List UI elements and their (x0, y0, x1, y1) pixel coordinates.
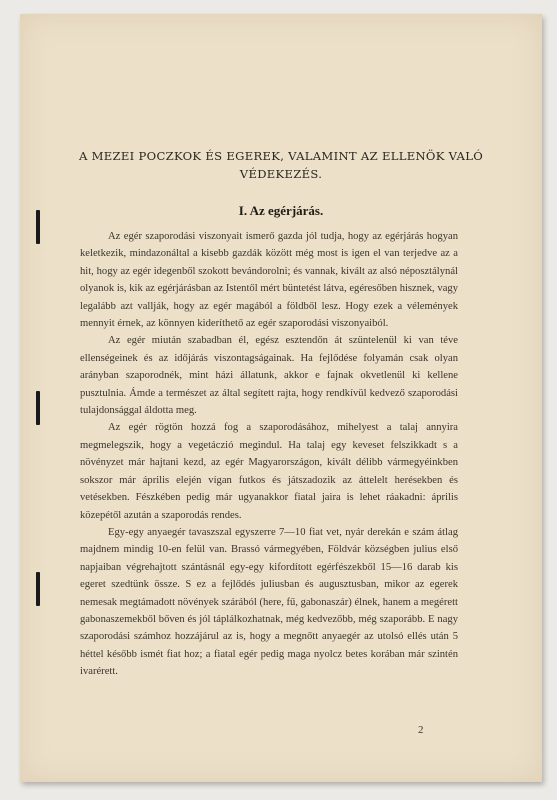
binding-hole-top (36, 210, 40, 244)
section-heading: I. Az egérjárás. (238, 203, 324, 218)
page-number: 2 (418, 724, 424, 736)
page-title: A MEZEI POCZKOK ÉS EGEREK, VALAMINT AZ ELLENÖK VALÓ VÉDEKEZÉS. (78, 149, 484, 181)
binding-hole-bottom (36, 572, 40, 606)
paragraph: Az egér rögtön hozzá fog a szaporodásához, mihelyest a talaj annyira megmelegszik, hogy a vegetáczió megindul. Ha talaj egy keveset felszikkadt s a növényzet már hajtani kezd, az egér Magyarországon, kivált délibb vármegyéinkben sokszor már április elején vígan futkos és játszadozik az áttelelt herésekben és vetésekben. Fészkében pedig már ugyanakkor fiatal jaira is lehet ráakadni: április közepétől azután a szaporodás rendes. (80, 422, 458, 521)
binding-hole-middle (36, 391, 40, 425)
body-text (80, 228, 458, 681)
paragraph: Egy-egy anyaegér tavaszszal egyszerre 7—10 fiat vet, nyár derekán e szám átlag majdnem mindig 10-en felül van. Brassó vármegyében, Földvár községben julius első napjaiban végrehajtott szántásnál egy-egy kifordított egérfészekből 15—16 darab kis egeret szedtünk össze. S ez a fejlődés juliusban és augusztusban, mikor az egerek nemesak megtámadott növények szárából (here, fű, gabonaszár) élnek, hanem a megérett gabonaszemekből bőven és jól táplálkozhatnak, még kedvezőbb, még szaporább. E nagy szaporodási számhoz hozzájárul az is, hogy a megnőtt anyaegér az utolsó ellés után 5 héttel később ismét fiat hoz; a fiatal egér pedig maga nyolcz betes korában már szintén ivarérett. (80, 526, 458, 678)
paragraph: Az egér miután szabadban él, egész esztendőn át szüntelenül ki van téve ellenségeinek és az időjárás viszontagságainak. Ha fejlődése folyamán csak olyan arányban szaporodnék, mint házi állatunk, akkor e fajnak okvetlenül ki kellene pusztulnia. Ámde a természet az által segített rajta, hogy rendkívül kedvező szaporodási tulajdonsággal áldotta meg. (80, 335, 458, 417)
paragraph: Az egér szaporodási viszonyait ismerő gazda jól tudja, hogy az egérjárás hogyan keletkezik, mindazonáltal a kisebb gazdák között még most is igen el van terjedve az a hit, hogy az egér idegenből szokott bevándorolni; és vannak, kivált az alsó néposztálynál olyanok is, kik az egérjárásban az Istentől mért büntetést látva, egéresőben hisznek, vagy legalább azt vallják, hogy az egér magából a földből lesz. Hogy ezek a vélemények mennyit érnek, az könnyen kideríthető az egér szaporodási viszonyaiból. (80, 231, 458, 330)
